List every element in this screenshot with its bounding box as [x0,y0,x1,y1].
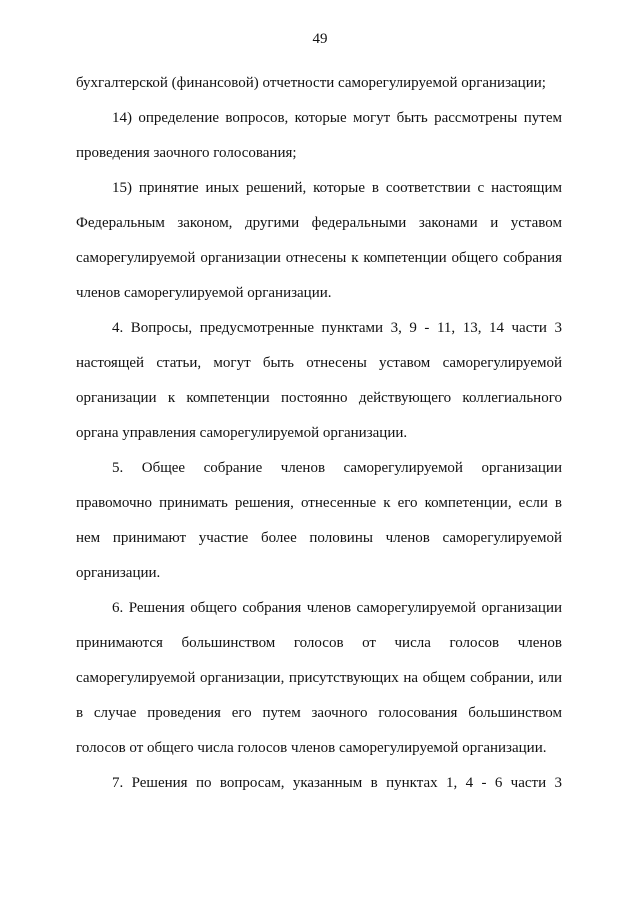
text-line: саморегулируемой организации отнесены к компетенции общего собрания [76,250,562,266]
text-line: бухгалтерской (финансовой) отчетности саморегулируемой организации; [76,75,546,91]
text-line: настоящей статьи, могут быть отнесены уставом саморегулируемой [76,355,562,371]
text-line: проведения заочного голосования; [76,145,297,161]
text-line: организации к компетенции постоянно действующего коллегиального [76,390,562,406]
text-line: 6. Решения общего собрания членов саморегулируемой организации [112,600,562,616]
text-line: органа управления саморегулируемой организации. [76,425,408,441]
text-line: принимаются большинством голосов от числа голосов членов [76,635,562,651]
text-line: членов саморегулируемой организации. [76,285,332,301]
page-number: 49 [312,31,328,47]
text-line: саморегулируемой организации, присутствующих на общем собрании, или [76,670,562,686]
text-line: 5. Общее собрание членов саморегулируемой организации [112,460,562,476]
text-line: 15) принятие иных решений, которые в соответствии с настоящим [112,180,562,196]
text-line: Федеральным законом, другими федеральными законами и уставом [76,215,562,231]
text-line: 7. Решения по вопросам, указанным в пунктах 1, 4 - 6 части 3 [112,775,562,791]
text-line: в случае проведения его путем заочного голосования большинством [76,705,562,721]
text-line: правомочно принимать решения, отнесенные к его компетенции, если в [76,495,562,511]
text-line: нем принимают участие более половины членов саморегулируемой [76,530,562,546]
text-line: 4. Вопросы, предусмотренные пунктами 3, 9 - 11, 13, 14 части 3 [112,320,562,336]
text-line: организации. [76,565,161,581]
text-line: голосов от общего числа голосов членов саморегулируемой организации. [76,740,547,756]
text-line: 14) определение вопросов, которые могут быть рассмотрены путем [112,110,562,126]
